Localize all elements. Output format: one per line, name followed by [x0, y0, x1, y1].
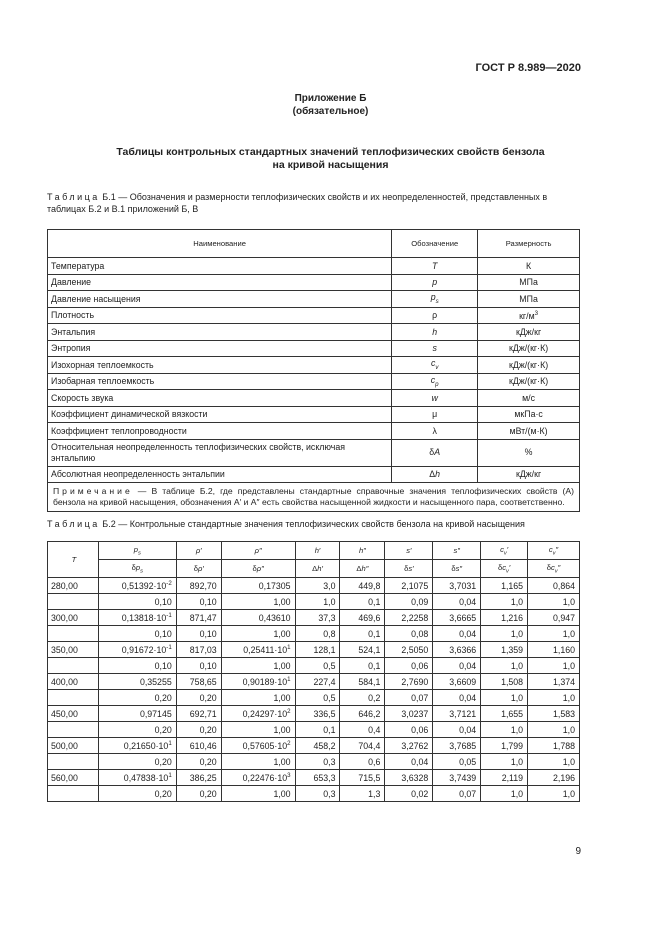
- property-unit: $кг/м^3$: [478, 307, 580, 324]
- table-row: [48, 373, 580, 390]
- value-cell: 0,1: [340, 658, 385, 674]
- value-cell: 1,00: [221, 754, 295, 770]
- property-unit: мкПа·с: [478, 406, 580, 423]
- value-cell: 0,43610: [221, 610, 295, 626]
- value-cell: $0,21650\cdot 10^1$: [98, 738, 176, 754]
- header-uncertainty: δρ′: [176, 560, 221, 578]
- property-name: Коэффициент теплопроводности: [48, 423, 392, 440]
- reference-values-table: [47, 541, 580, 802]
- temperature-cell: 280,00: [48, 578, 99, 594]
- header-uncertainty: δρ″: [221, 560, 295, 578]
- table-row: [48, 291, 580, 308]
- property-name: Коэффициент динамической вязкости: [48, 406, 392, 423]
- table-row: [48, 439, 580, 466]
- value-cell: 0,947: [528, 610, 580, 626]
- value-cell: 0,3: [295, 754, 340, 770]
- value-cell: 469,6: [340, 610, 385, 626]
- property-symbol: T: [392, 258, 478, 275]
- value-cell: 336,5: [295, 706, 340, 722]
- value-cell: 0,10: [176, 594, 221, 610]
- value-cell: 1,0: [528, 754, 580, 770]
- value-cell: 1,655: [481, 706, 528, 722]
- property-symbol: p: [392, 274, 478, 291]
- header-property: $c_v''$: [528, 542, 580, 560]
- value-cell: 1,0: [528, 722, 580, 738]
- value-cell: 386,25: [176, 770, 221, 786]
- value-cell: 0,04: [433, 626, 481, 642]
- value-cell: 610,46: [176, 738, 221, 754]
- note-prefix: Примечание: [53, 486, 133, 496]
- property-name: Изобарная теплоемкость: [48, 373, 392, 390]
- value-cell: 1,0: [481, 658, 528, 674]
- header-unit: Размерность: [478, 230, 580, 258]
- property-name: Температура: [48, 258, 392, 275]
- property-symbol: λ: [392, 423, 478, 440]
- table-header-row: [48, 542, 580, 560]
- table-row: [48, 594, 580, 610]
- value-cell: 1,00: [221, 594, 295, 610]
- value-cell: 1,216: [481, 610, 528, 626]
- property-name: Плотность: [48, 307, 392, 324]
- value-cell: 0,20: [98, 690, 176, 706]
- value-cell: 0,04: [433, 690, 481, 706]
- value-cell: 0,04: [433, 594, 481, 610]
- value-cell: 1,00: [221, 626, 295, 642]
- value-cell: 1,374: [528, 674, 580, 690]
- value-cell: 2,196: [528, 770, 580, 786]
- property-unit: кДж/(кг·К): [478, 340, 580, 357]
- value-cell: 524,1: [340, 642, 385, 658]
- header-property: s′: [385, 542, 433, 560]
- value-cell: 3,7685: [433, 738, 481, 754]
- value-cell: 584,1: [340, 674, 385, 690]
- property-name: Скорость звука: [48, 390, 392, 407]
- table2-caption-prefix: Таблица: [47, 519, 100, 529]
- value-cell: 1,0: [528, 594, 580, 610]
- value-cell: 715,5: [340, 770, 385, 786]
- temperature-cell: [48, 594, 99, 610]
- property-symbol: μ: [392, 406, 478, 423]
- temperature-cell: 300,00: [48, 610, 99, 626]
- value-cell: 0,2: [340, 690, 385, 706]
- table-row: [48, 706, 580, 722]
- value-cell: 0,5: [295, 658, 340, 674]
- table-row: [48, 722, 580, 738]
- table-row: [48, 738, 580, 754]
- value-cell: 0,10: [98, 658, 176, 674]
- value-cell: 0,20: [176, 786, 221, 802]
- value-cell: 0,6: [340, 754, 385, 770]
- value-cell: 1,3: [340, 786, 385, 802]
- value-cell: 653,3: [295, 770, 340, 786]
- value-cell: 0,08: [385, 626, 433, 642]
- table-row: [48, 642, 580, 658]
- header-symbol: Обозначение: [392, 230, 478, 258]
- value-cell: 1,359: [481, 642, 528, 658]
- value-cell: 1,00: [221, 658, 295, 674]
- page-number: 9: [575, 846, 581, 857]
- header-property: h″: [340, 542, 385, 560]
- header-property: ρ′: [176, 542, 221, 560]
- table1-caption-text: Б.1 — Обозначения и размерности теплофизических свойств и их неопределенностей, представленных в таблицах Б.2 и В.1 приложений Б, В: [47, 192, 548, 214]
- value-cell: 2,2258: [385, 610, 433, 626]
- property-symbol: $p_s$: [392, 291, 478, 308]
- table-row: [48, 406, 580, 423]
- property-name: Давление насыщения: [48, 291, 392, 308]
- value-cell: 1,0: [481, 626, 528, 642]
- value-cell: 1,508: [481, 674, 528, 690]
- header-property: $c_v'$: [481, 542, 528, 560]
- value-cell: $0,90189\cdot 10^1$: [221, 674, 295, 690]
- value-cell: 758,65: [176, 674, 221, 690]
- temperature-cell: [48, 786, 99, 802]
- value-cell: 1,799: [481, 738, 528, 754]
- value-cell: 692,71: [176, 706, 221, 722]
- table1-caption-prefix: Таблица: [47, 192, 100, 202]
- header-uncertainty: $\delta c_v'$: [481, 560, 528, 578]
- table-row: [48, 390, 580, 407]
- table-header-row: [48, 560, 580, 578]
- property-name: Давление: [48, 274, 392, 291]
- value-cell: 449,8: [340, 578, 385, 594]
- property-unit: кДж/кг: [478, 466, 580, 483]
- value-cell: $0,25411\cdot 10^1$: [221, 642, 295, 658]
- property-name: Изохорная теплоемкость: [48, 357, 392, 374]
- value-cell: 0,20: [98, 786, 176, 802]
- table-row: [48, 786, 580, 802]
- temperature-cell: [48, 626, 99, 642]
- value-cell: 817,03: [176, 642, 221, 658]
- value-cell: 1,165: [481, 578, 528, 594]
- value-cell: 1,00: [221, 722, 295, 738]
- property-unit: МПа: [478, 274, 580, 291]
- property-symbol: ρ: [392, 307, 478, 324]
- header-uncertainty: δs″: [433, 560, 481, 578]
- table-row: [48, 658, 580, 674]
- value-cell: 0,04: [433, 658, 481, 674]
- value-cell: 0,20: [176, 722, 221, 738]
- value-cell: 1,0: [481, 754, 528, 770]
- value-cell: 1,0: [481, 594, 528, 610]
- value-cell: 0,10: [98, 626, 176, 642]
- value-cell: 0,20: [176, 690, 221, 706]
- table-row: [48, 423, 580, 440]
- temperature-cell: 560,00: [48, 770, 99, 786]
- table2-caption-text: Б.2 — Контрольные стандартные значения теплофизических свойств бензола на кривой насыщения: [99, 519, 525, 529]
- value-cell: 0,17305: [221, 578, 295, 594]
- value-cell: 227,4: [295, 674, 340, 690]
- document-id: ГОСТ Р 8.989—2020: [475, 62, 581, 74]
- value-cell: 0,05: [433, 754, 481, 770]
- value-cell: 458,2: [295, 738, 340, 754]
- section-title-line2: на кривой насыщения: [272, 159, 389, 171]
- value-cell: 3,0: [295, 578, 340, 594]
- value-cell: 0,1: [295, 722, 340, 738]
- property-symbol: w: [392, 390, 478, 407]
- header-property: $p_s$: [98, 542, 176, 560]
- section-title: [0, 146, 661, 172]
- value-cell: $0,47838\cdot 10^1$: [98, 770, 176, 786]
- property-unit: мВт/(м·К): [478, 423, 580, 440]
- value-cell: 2,1075: [385, 578, 433, 594]
- value-cell: $0,22476\cdot 10^3$: [221, 770, 295, 786]
- header-uncertainty: δs′: [385, 560, 433, 578]
- temperature-cell: [48, 658, 99, 674]
- temperature-cell: [48, 754, 99, 770]
- value-cell: 128,1: [295, 642, 340, 658]
- value-cell: 3,6328: [385, 770, 433, 786]
- value-cell: 871,47: [176, 610, 221, 626]
- value-cell: 0,1: [340, 594, 385, 610]
- table2-caption: [47, 519, 580, 531]
- table-row: [48, 578, 580, 594]
- value-cell: 1,0: [481, 722, 528, 738]
- value-cell: 0,3: [295, 786, 340, 802]
- value-cell: 0,04: [433, 722, 481, 738]
- value-cell: 1,00: [221, 690, 295, 706]
- value-cell: 0,8: [295, 626, 340, 642]
- appendix-heading: [0, 92, 661, 118]
- value-cell: 1,0: [528, 690, 580, 706]
- table-note: [48, 483, 580, 512]
- value-cell: 0,20: [98, 754, 176, 770]
- value-cell: 1,0: [295, 594, 340, 610]
- table-header-row: [48, 230, 580, 258]
- property-unit: %: [478, 439, 580, 466]
- table-row: [48, 674, 580, 690]
- value-cell: 1,0: [528, 786, 580, 802]
- appendix-title: Приложение Б: [294, 93, 367, 104]
- value-cell: 0,10: [98, 594, 176, 610]
- header-uncertainty: Δh″: [340, 560, 385, 578]
- temperature-cell: [48, 690, 99, 706]
- value-cell: 892,70: [176, 578, 221, 594]
- value-cell: 0,97145: [98, 706, 176, 722]
- value-cell: $0,51392\cdot 10^{-2}$: [98, 578, 176, 594]
- header-uncertainty: $\delta p_s$: [98, 560, 176, 578]
- property-symbol: h: [392, 324, 478, 341]
- value-cell: 37,3: [295, 610, 340, 626]
- value-cell: 1,583: [528, 706, 580, 722]
- value-cell: 704,4: [340, 738, 385, 754]
- table-row: [48, 626, 580, 642]
- table-row: [48, 357, 580, 374]
- table-row: [48, 466, 580, 483]
- property-unit: К: [478, 258, 580, 275]
- property-unit: кДж/кг: [478, 324, 580, 341]
- value-cell: $0,57605\cdot 10^2$: [221, 738, 295, 754]
- value-cell: 1,0: [528, 658, 580, 674]
- value-cell: 0,09: [385, 594, 433, 610]
- header-property: ρ″: [221, 542, 295, 560]
- table-row: [48, 258, 580, 275]
- value-cell: 3,0237: [385, 706, 433, 722]
- table-row: [48, 340, 580, 357]
- value-cell: 1,00: [221, 786, 295, 802]
- value-cell: 0,4: [340, 722, 385, 738]
- table-row: [48, 307, 580, 324]
- value-cell: 1,0: [481, 690, 528, 706]
- property-symbol: s: [392, 340, 478, 357]
- table-row: [48, 754, 580, 770]
- header-uncertainty: Δh′: [295, 560, 340, 578]
- header-uncertainty: $\delta c_v''$: [528, 560, 580, 578]
- value-cell: 0,20: [176, 754, 221, 770]
- table-row: [48, 324, 580, 341]
- table-row: [48, 690, 580, 706]
- header-temperature: T: [48, 542, 99, 578]
- table-row: [48, 610, 580, 626]
- note-text: — В таблице Б.2, где представлены стандартные справочные значения теплофизических свойств (A) бензола на кривой насыщения, обозначения A′ и A″ есть свойства насыщенной жидкости и насыщенного пара, соответственно.: [53, 486, 574, 507]
- value-cell: 3,2762: [385, 738, 433, 754]
- property-name: Относительная неопределенность теплофизических свойств, исключая энтальпию: [48, 439, 392, 466]
- value-cell: 0,10: [176, 626, 221, 642]
- value-cell: 646,2: [340, 706, 385, 722]
- temperature-cell: 450,00: [48, 706, 99, 722]
- property-unit: кДж/(кг·К): [478, 373, 580, 390]
- value-cell: 0,07: [385, 690, 433, 706]
- value-cell: 1,0: [528, 626, 580, 642]
- value-cell: $0,13818\cdot 10^{-1}$: [98, 610, 176, 626]
- appendix-subtitle: (обязательное): [292, 106, 369, 117]
- header-name: Наименование: [48, 230, 392, 258]
- temperature-cell: 400,00: [48, 674, 99, 690]
- value-cell: 0,35255: [98, 674, 176, 690]
- designations-table: [47, 229, 580, 512]
- section-title-line1: Таблицы контрольных стандартных значений теплофизических свойств бензола: [116, 146, 545, 158]
- property-unit: кДж/(кг·К): [478, 357, 580, 374]
- header-property: s″: [433, 542, 481, 560]
- property-name: Энтропия: [48, 340, 392, 357]
- property-unit: м/с: [478, 390, 580, 407]
- value-cell: 3,6609: [433, 674, 481, 690]
- value-cell: 0,07: [433, 786, 481, 802]
- table-row: [48, 770, 580, 786]
- property-symbol: Δh: [392, 466, 478, 483]
- value-cell: 0,02: [385, 786, 433, 802]
- temperature-cell: 500,00: [48, 738, 99, 754]
- temperature-cell: 350,00: [48, 642, 99, 658]
- value-cell: 3,7121: [433, 706, 481, 722]
- value-cell: 0,864: [528, 578, 580, 594]
- value-cell: 2,5050: [385, 642, 433, 658]
- table-row: [48, 274, 580, 291]
- property-symbol: $c_p$: [392, 373, 478, 390]
- value-cell: 0,20: [98, 722, 176, 738]
- value-cell: 1,0: [481, 786, 528, 802]
- header-property: h′: [295, 542, 340, 560]
- value-cell: 3,7439: [433, 770, 481, 786]
- value-cell: $0,91672\cdot 10^{-1}$: [98, 642, 176, 658]
- value-cell: 0,06: [385, 658, 433, 674]
- temperature-cell: [48, 722, 99, 738]
- value-cell: 3,6366: [433, 642, 481, 658]
- property-name: Абсолютная неопределенность энтальпии: [48, 466, 392, 483]
- value-cell: 0,1: [340, 626, 385, 642]
- property-unit: МПа: [478, 291, 580, 308]
- property-name: Энтальпия: [48, 324, 392, 341]
- value-cell: 2,119: [481, 770, 528, 786]
- value-cell: 3,7031: [433, 578, 481, 594]
- property-symbol: $c_v$: [392, 357, 478, 374]
- value-cell: 0,10: [176, 658, 221, 674]
- property-symbol: δA: [392, 439, 478, 466]
- value-cell: 3,6665: [433, 610, 481, 626]
- value-cell: 1,788: [528, 738, 580, 754]
- value-cell: 0,04: [385, 754, 433, 770]
- value-cell: 0,06: [385, 722, 433, 738]
- value-cell: 1,160: [528, 642, 580, 658]
- table-note-row: [48, 483, 580, 512]
- value-cell: $0,24297\cdot 10^2$: [221, 706, 295, 722]
- value-cell: 2,7690: [385, 674, 433, 690]
- value-cell: 0,5: [295, 690, 340, 706]
- table1-caption: [47, 192, 580, 215]
